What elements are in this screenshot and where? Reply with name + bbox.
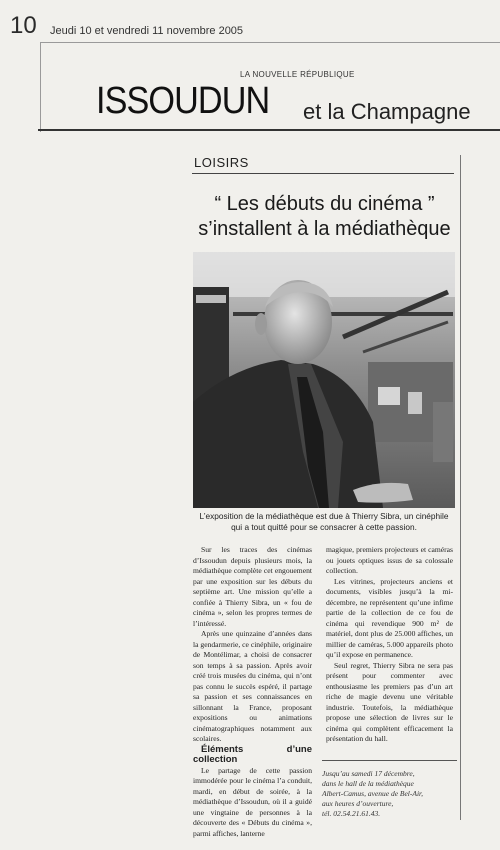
photo-caption: L’exposition de la médiathèque est due à Thierry Sibra, un cinéphile qui a tout quitté pour se consacrer à cette passion. xyxy=(199,511,449,532)
info-phone: tél. 02.54.21.61.43. xyxy=(322,809,381,818)
page-number: 10 xyxy=(10,12,37,39)
section-rule xyxy=(192,173,454,174)
photo-illustration xyxy=(193,252,455,508)
headline xyxy=(192,192,457,242)
article-paragraph: Seul regret, Thierry Sibra ne sera pas présent pour commenter avec enthousiasme les premiers pas d’un art riche de magie devenu une véritable industrie. Toutefois, la médiathèque propose une sélection de livres sur le cinéma qui complètent efficacement la présentation du hall. xyxy=(326,660,453,743)
article-subhead: Éléments d’une collection xyxy=(193,743,312,765)
header-rule-left xyxy=(40,42,41,132)
article-photo xyxy=(193,252,455,508)
column-rule xyxy=(460,155,461,820)
info-line: Jusqu’au samedi 17 décembre, xyxy=(322,769,415,778)
masthead-subtitle: et la Champagne xyxy=(303,99,471,124)
info-line: aux heures d’ouverture, xyxy=(322,799,394,808)
article-paragraph: Sur les traces des cinémas d’Issoudun depuis plusieurs mois, la médiathèque complète cet engouement par une exposition sur les débuts du septième art. Une mission qu’elle a confiée à Thierry Sibra, un « fou de cinéma », selon les propres termes de l’intéressé. xyxy=(193,545,312,628)
header-rule xyxy=(40,42,500,43)
article-paragraph: Le partage de cette passion immodérée pour le cinéma l’a conduit, mardi, en début de soirée, à la médiathèque d’Issoudun, où il a guidé une vingtaine de personnes à la découverte des « Débuts du cinéma », parmi affiches, lanterne xyxy=(193,765,312,838)
article-column-2 xyxy=(326,545,453,745)
headline-line-2: s’installent à la médiathèque xyxy=(198,218,451,240)
info-line: dans le hall de la médiathèque xyxy=(322,779,414,788)
publisher-name: LA NOUVELLE RÉPUBLIQUE xyxy=(240,70,355,79)
headline-line-1: “ Les débuts du cinéma ” xyxy=(214,193,435,215)
masthead-rule xyxy=(38,129,500,131)
article-paragraph: Les vitrines, projecteurs anciens et documents, visibles jusqu’à la mi-décembre, ne représentent qu’une infime partie de la collection de ce fou de cinéma qui revendique 900 m² de matériel, dont plus de 25.000 affiches, un millier de caméras, 5.000 appareils photo qu’il expose en permanence. xyxy=(326,576,453,659)
edition-date: Jeudi 10 et vendredi 11 novembre 2005 xyxy=(50,25,244,37)
article-paragraph: Après une quinzaine d’années dans la gendarmerie, ce cinéphile, originaire de Montélimar, a choisi de consacrer son temps à sa passion. Après avoir créé trois musées du cinéma, qui n’ont pas connu le succès espéré, il partage sa passion et ses connaissances en sillonnant la France, proposant expositions ou animations cinématographiques notamment aux scolaires. xyxy=(193,629,312,743)
article-column-1 xyxy=(193,545,312,839)
masthead xyxy=(96,80,471,124)
masthead-title: ISSOUDUN xyxy=(96,80,270,122)
info-box xyxy=(322,760,457,819)
section-label: LOISIRS xyxy=(194,155,249,170)
article-paragraph: magique, premiers projecteurs et caméras ou jouets optiques issus de sa colossale collection. xyxy=(326,545,453,575)
info-line: Albert-Camus, avenue de Bel-Air, xyxy=(322,789,424,798)
